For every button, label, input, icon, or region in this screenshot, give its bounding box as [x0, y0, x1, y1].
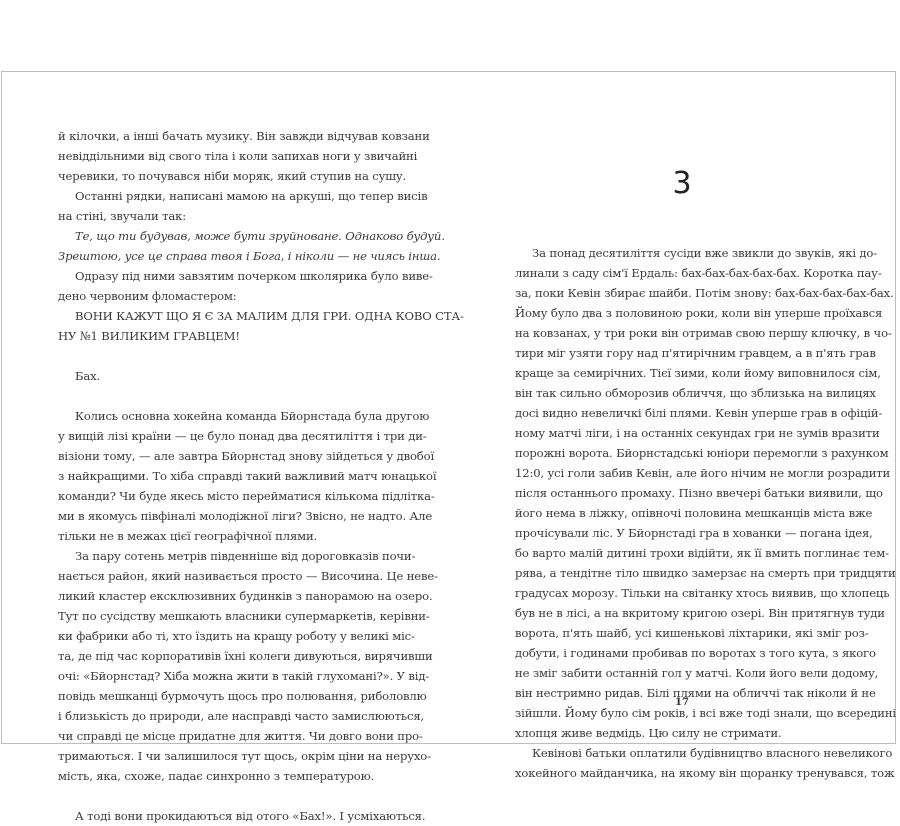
- text-line: порожні ворота. Бйорнстадські юніори перемогли з рахунком: [515, 446, 889, 460]
- text-line: НУ №1 ВИЛИКИМ ГРАВЦЕМ!: [58, 329, 240, 343]
- text-line: він нестримно ридав. Білі плями на обличчі так ніколи й не: [515, 686, 876, 700]
- text-line: команди? Чи буде якесь місто перейматися кількома підлітка-: [58, 489, 435, 503]
- paragraph: [58, 546, 438, 786]
- page-number: 17: [675, 697, 689, 708]
- text-line: прочісували ліс. У Бйорнстаді гра в хованки — погана ідея,: [515, 526, 873, 540]
- text-line: тримаються. І чи залишилося тут щось, окрім ціни на нерухо-: [58, 749, 431, 763]
- chapter-number: 3: [672, 166, 692, 201]
- text-line: мість, яка, схоже, падає синхронно з температурою.: [58, 769, 375, 783]
- text-line: черевики, то почувався ніби моряк, який ступив на сушу.: [58, 169, 407, 183]
- text-line: Йому було два з половиною роки, коли він уперше проїхався: [515, 306, 883, 320]
- paragraph: [58, 406, 437, 546]
- text-line: він так сильно обморозив обличчя, що зблизька на вилицях: [515, 386, 876, 400]
- left-page-body: [58, 126, 464, 826]
- text-line: хлопця живе ведмідь. Цю силу не стримати.: [515, 726, 782, 740]
- text-line: добути, і годинами пробивав по воротах з того кута, з якого: [515, 646, 876, 660]
- text-line: візіони тому, — але завтра Бйорнстад знову зійдеться у двобої: [58, 449, 435, 463]
- text-line: ми в якомусь півфіналі молодіжної ліги? Звісно, не надто. Але: [58, 509, 433, 523]
- paragraph: [58, 126, 430, 186]
- text-line: Те, що ти будував, може бути зруйноване. Однаково будуй.: [75, 229, 445, 243]
- text-line: не зміг забити останній гол у матчі. Коли його вели додому,: [515, 666, 879, 680]
- text-line: з найкращими. То хіба справді такий важливий матч юнацької: [58, 469, 437, 483]
- text-line: на стіні, звучали так:: [58, 209, 186, 223]
- text-line: невіддільними від свого тіла і коли запихав ноги у звичайні: [58, 149, 418, 163]
- text-line: зійшли. Йому було сім років, і всі вже тоді знали, що всередині: [515, 706, 896, 720]
- text-line: повідь мешканці бурмочуть щось про полювання, риболовлю: [58, 689, 427, 703]
- paragraph: [58, 306, 464, 346]
- text-line: ВОНИ КАЖУТ ЩО Я Є ЗА МАЛИМ ДЛЯ ГРИ. ОДНА КОВО СТА-: [75, 309, 464, 323]
- text-line: і близькість до природи, але насправді часто замислюються,: [58, 709, 425, 723]
- text-line: краще за семирічних. Тієї зими, коли йому виповнилося сім,: [515, 366, 881, 380]
- text-line: нається район, який називається просто — Височина. Це неве-: [58, 569, 438, 583]
- paragraph: [58, 226, 445, 266]
- text-line: Зрештою, усе це справа твоя і Бога, і ніколи — не чиясь інша.: [58, 249, 441, 263]
- text-line: ворота, п'ять шайб, усі кишенькові ліхтарики, які зміг роз-: [515, 626, 869, 640]
- paragraph: [58, 266, 433, 306]
- paragraph: [515, 743, 895, 783]
- text-line: А тоді вони прокидаються від отого «Бах!». І усміхаються.: [75, 809, 426, 823]
- paragraph-gap: [58, 346, 401, 366]
- text-line: Бах.: [75, 369, 101, 383]
- text-line: його нема в ліжку, опівночі половина мешканців міста вже: [515, 506, 873, 520]
- text-line: Тут по сусідству мешкають власники супермаркетів, керівни-: [58, 609, 430, 623]
- text-line: рява, а тендітне тіло швидко замерзає на смерть при тридцяти: [515, 566, 896, 580]
- paragraph: [58, 366, 401, 386]
- text-line: линали з саду сім'ї Ердаль: бах-бах-бах-бах-бах. Коротка пау-: [515, 266, 882, 280]
- paragraph-gap: [58, 786, 401, 806]
- paragraph-gap: [58, 386, 401, 406]
- text-line: тільки не в межах цієї географічної плями.: [58, 529, 318, 543]
- paragraph: [58, 806, 426, 826]
- text-line: Колись основна хокейна команда Бйорнстада була другою: [75, 409, 430, 423]
- book-spread: [1, 71, 896, 823]
- text-line: на ковзанах, у три роки він отримав свою першу ключку, в чо-: [515, 326, 892, 340]
- text-line: у вищій лізі країни — це було понад два десятиліття і три ди-: [58, 429, 427, 443]
- text-line: чи справді це місце придатне для життя. Чи довго вони про-: [58, 729, 423, 743]
- text-line: та, де під час корпоративів їхні колеги дивуються, вирячивши: [58, 649, 433, 663]
- text-line: очі: «Бйорнстад? Хіба можна жити в такій глухомані?». У від-: [58, 669, 430, 683]
- text-line: Одразу під ними завзятим почерком школярика було виве-: [75, 269, 433, 283]
- text-line: Кевінові батьки оплатили будівництво власного невеликого: [532, 746, 893, 760]
- text-line: й кілочки, а інші бачать музику. Він завжди відчував ковзани: [58, 129, 430, 143]
- text-line: за, поки Кевін збирає шайби. Потім знову: бах-бах-бах-бах-бах.: [515, 286, 894, 300]
- paragraph: [58, 186, 428, 226]
- text-line: дено червоним фломастером:: [58, 289, 237, 303]
- paragraph: [515, 243, 896, 743]
- text-line: За пару сотень метрів південніше від дороговказів почи-: [75, 549, 416, 563]
- text-line: Останні рядки, написані мамою на аркуші, що тепер висів: [75, 189, 428, 203]
- text-line: хокейного майданчика, на якому він щоранку тренувався, тож: [515, 766, 895, 780]
- text-line: ки фабрики або ті, хто їздить на кращу роботу у великі міс-: [58, 629, 415, 643]
- text-line: був не в лісі, а на вкритому кригою озері. Він притягнув туди: [515, 606, 885, 620]
- text-line: ликий кластер ексклюзивних будинків з панорамою на озеро.: [58, 589, 433, 603]
- text-line: 12:0, усі голи забив Кевін, але його нічим не могли розрадити: [515, 466, 891, 480]
- text-line: ному матчі ліги, і на останніх секундах гри не зумів вразити: [515, 426, 880, 440]
- text-line: За понад десятиліття сусіди вже звикли до звуків, які до-: [532, 246, 878, 260]
- text-line: після останнього промаху. Пізно ввечері батьки виявили, що: [515, 486, 883, 500]
- text-line: градусах морозу. Тільки на світанку хтось виявив, що хлопець: [515, 586, 890, 600]
- text-line: досі видно невеличкі білі плями. Кевін уперше грав в офіцій-: [515, 406, 883, 420]
- text-line: тири міг узяти гору над п'ятирічним гравцем, а в п'ять грав: [515, 346, 876, 360]
- text-line: бо варто малій дитині трохи відійти, як її вмить поглинає тем-: [515, 546, 889, 560]
